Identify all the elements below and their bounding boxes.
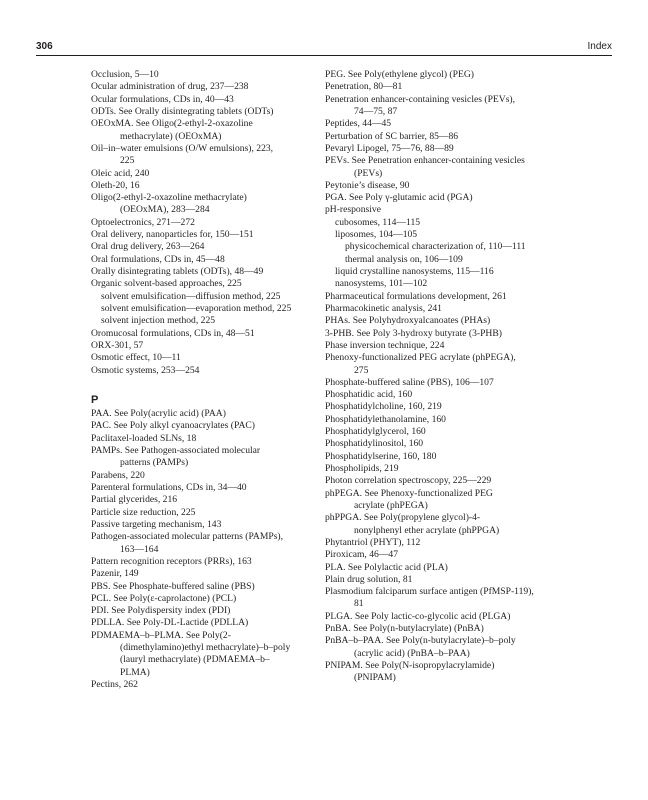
index-entry: Phosphatidylethanolamine, 160 <box>325 413 446 425</box>
index-entry: Oral delivery, nanoparticles for, 150—151 <box>91 229 254 241</box>
index-entry-continuation: nonylphenyl ether acrylate (phPPGA) <box>354 524 500 536</box>
index-entry-continuation: 163—164 <box>120 543 159 555</box>
index-entry: Phosphatidylcholine, 160, 219 <box>325 401 442 413</box>
index-entry: Passive targeting mechanism, 143 <box>91 518 222 530</box>
index-entry: PAA. See Poly(acrylic acid) (PAA) <box>91 408 226 420</box>
index-entry: Osmotic systems, 253—254 <box>91 364 200 376</box>
index-entry: OEOxMA. See Oligo(2-ethyl-2-oxazoline <box>91 118 253 130</box>
index-entry: Oil–in–water emulsions (O/W emulsions), 223, <box>91 142 274 154</box>
index-entry: PHAs. See Polyhydroxyalcanoates (PHAs) <box>325 315 491 327</box>
index-entry-continuation: methacrylate) (OEOxMA) <box>120 130 222 142</box>
index-entry: PnBA–b–PAA. See Poly(n-butylacrylate)–b–poly <box>325 635 516 647</box>
index-entry-continuation: 74—75, 87 <box>354 105 398 117</box>
index-entry: Optoelectronics, 271—272 <box>91 216 195 228</box>
index-entry: Pattern recognition receptors (PRRs), 163 <box>91 555 252 567</box>
index-entry: Oral drug delivery, 263—264 <box>91 241 205 253</box>
index-entry-continuation: 225 <box>120 155 135 167</box>
running-head: Index <box>587 41 612 52</box>
index-entry-continuation: (PEVs) <box>354 167 383 179</box>
index-entry: liposomes, 104—105 <box>335 229 418 241</box>
index-entry: Parabens, 220 <box>91 469 145 481</box>
index-entry: Phytantriol (PHYT), 112 <box>325 536 421 548</box>
index-entry: PGA. See Poly γ-glutamic acid (PGA) <box>325 192 473 204</box>
index-entry: PnBA. See Poly(n-butylacrylate) (PnBA) <box>325 623 484 635</box>
index-entry: PAMPs. See Pathogen-associated molecular <box>91 445 261 457</box>
index-entry-continuation: acrylate (phPEGA) <box>354 499 428 511</box>
index-entry-continuation: 275 <box>354 364 369 376</box>
index-column-right <box>325 69 555 685</box>
index-entry: cubosomes, 114—115 <box>335 216 421 228</box>
page-header <box>36 41 612 55</box>
index-entry-continuation: PLMA) <box>120 666 150 678</box>
index-entry: Phase inversion technique, 224 <box>325 339 445 351</box>
index-entry: PCL. See Poly(ε-caprolactone) (PCL) <box>91 592 237 604</box>
index-entry: Partial glycerides, 216 <box>91 494 178 506</box>
index-entry-continuation: (dimethylamino)ethyl methacrylate)–b–poly <box>120 642 291 654</box>
index-entry: solvent emulsification—diffusion method, 225 <box>101 290 281 302</box>
page-number: 306 <box>36 41 53 52</box>
index-entry: Pectins, 262 <box>91 679 138 690</box>
index-entry: thermal analysis on, 106—109 <box>345 253 463 265</box>
index-entry: liquid crystalline nanosystems, 115—116 <box>335 266 494 277</box>
index-entry: PLGA. See Poly lactic-co-glycolic acid (PLGA) <box>325 610 511 622</box>
index-entry: Pathogen-associated molecular patterns (PAMPs), <box>91 531 284 543</box>
index-entry: PLA. See Polylactic acid (PLA) <box>325 561 448 573</box>
index-entry: PEVs. See Penetration enhancer-containing vesicles <box>325 155 525 167</box>
index-entry: Organic solvent-based approaches, 225 <box>91 278 242 290</box>
section-letter: P <box>91 394 99 407</box>
index-entry: Phosphatidylinositol, 160 <box>325 438 424 450</box>
index-entry: Parenteral formulations, CDs in, 34—40 <box>91 482 247 493</box>
index-entry: Peytonie’s disease, 90 <box>325 179 410 191</box>
index-entry: Penetration enhancer-containing vesicles (PEVs), <box>325 93 516 105</box>
index-entry: PDLLA. See Poly-DL-Lactide (PDLLA) <box>91 617 249 629</box>
index-entry: Pazenir, 149 <box>91 568 139 580</box>
section-gap <box>91 377 319 389</box>
index-entry: Particle size reduction, 225 <box>91 506 196 518</box>
index-entry: physicochemical characterization of, 110—111 <box>345 241 526 253</box>
index-entry: PAC. See Poly alkyl cyanoacrylates (PAC) <box>91 420 255 432</box>
index-entry: Orally disintegrating tablets (ODTs), 48—49 <box>91 266 264 277</box>
index-entry: Oral formulations, CDs in, 45—48 <box>91 253 225 265</box>
index-entry: Phosphatidylserine, 160, 180 <box>325 450 437 462</box>
index-entry: 3-PHB. See Poly 3-hydroxy butyrate (3-PHB) <box>325 327 502 339</box>
index-entry: ORX-301, 57 <box>91 339 144 351</box>
index-entry: Phenoxy-functionalized PEG acrylate (phPEGA), <box>325 352 516 364</box>
index-entry: Phospholipids, 219 <box>325 463 399 474</box>
index-entry: Phosphatidylglycerol, 160 <box>325 426 426 438</box>
index-entry: PDI. See Polydispersity index (PDI) <box>91 605 231 617</box>
index-entry: PNIPAM. See Poly(N-isopropylacrylamide) <box>325 660 495 671</box>
index-entry: Pevaryl Lipogel, 75—76, 88—89 <box>325 142 454 154</box>
index-entry: Oleic acid, 240 <box>91 167 150 179</box>
index-entry: Piroxicam, 46—47 <box>325 549 399 561</box>
index-entry: Osmotic effect, 10—11 <box>91 352 181 364</box>
index-entry: Occlusion, 5—10 <box>91 69 159 80</box>
index-entry: PEG. See Poly(ethylene glycol) (PEG) <box>325 69 474 80</box>
index-entry: nanosystems, 101—102 <box>335 278 428 290</box>
index-entry-continuation: 81 <box>354 598 364 610</box>
index-entry: pH-responsive <box>325 204 381 216</box>
index-entry: Ocular formulations, CDs in, 40—43 <box>91 93 234 105</box>
index-entry-continuation: (OEOxMA), 283—284 <box>120 204 210 216</box>
index-entry: Plain drug solution, 81 <box>325 573 413 585</box>
index-entry: phPEGA. See Phenoxy-functionalized PEG <box>325 487 493 499</box>
index-entry: Peptides, 44—45 <box>325 118 392 130</box>
index-entry: Oligo(2-ethyl-2-oxazoline methacrylate) <box>91 192 247 204</box>
index-entry: phPPGA. See Poly(propylene glycol)-4- <box>325 512 481 524</box>
index-entry: Paclitaxel-loaded SLNs, 18 <box>91 432 197 444</box>
index-entry: Penetration, 80—81 <box>325 81 403 93</box>
index-entry-continuation: (lauryl methacrylate) (PDMAEMA–b– <box>120 654 270 666</box>
index-entry: Perturbation of SC barrier, 85—86 <box>325 130 459 142</box>
index-entry: Ocular administration of drug, 237—238 <box>91 81 249 93</box>
index-entry: solvent injection method, 225 <box>101 315 216 327</box>
index-entry: Phosphatidic acid, 160 <box>325 389 413 401</box>
index-entry: Pharmaceutical formulations development, 261 <box>325 290 507 302</box>
index-entry: PDMAEMA–b–PLMA. See Poly(2- <box>91 629 231 641</box>
index-entry-continuation: (acrylic acid) (PnBA–b–PAA) <box>354 647 470 659</box>
index-entry-continuation: patterns (PAMPs) <box>120 457 189 469</box>
header-rule <box>36 55 612 56</box>
index-entry: PBS. See Phosphate-buffered saline (PBS) <box>91 580 255 592</box>
index-entry: Pharmacokinetic analysis, 241 <box>325 302 442 314</box>
index-entry: solvent emulsification—evaporation method, 225 <box>101 302 292 314</box>
index-entry: Oromucosal formulations, CDs in, 48—51 <box>91 327 255 339</box>
index-entry-continuation: (PNIPAM) <box>354 672 396 684</box>
index-entry: Oleth-20, 16 <box>91 179 140 191</box>
index-entry: Plasmodium falciparum surface antigen (PfMSP-119), <box>325 586 534 598</box>
index-column-left <box>91 69 319 691</box>
index-entry: Photon correlation spectroscopy, 225—229 <box>325 475 492 487</box>
index-entry: ODTs. See Orally disintegrating tablets (ODTs) <box>91 105 274 117</box>
index-entry: Phosphate-buffered saline (PBS), 106—107 <box>325 376 494 388</box>
